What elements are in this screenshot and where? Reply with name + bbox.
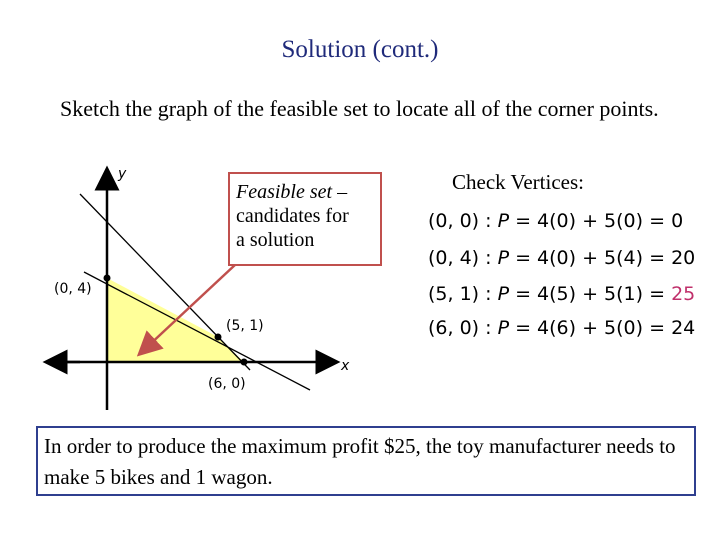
slide-title: Solution (cont.)	[281, 36, 439, 63]
vertex-variable: P	[497, 283, 510, 305]
vertex-variable: P	[497, 210, 510, 232]
callout-line-2: candidates for	[236, 205, 349, 227]
vertex-point: (6, 0)	[428, 317, 480, 339]
vertex-point: (5, 1)	[428, 283, 480, 305]
check-vertices-title: Check Vertices:	[452, 170, 584, 194]
point-label-6-0: (6, 0)	[208, 376, 246, 392]
vertex-expression: 4(0) + 5(0) =	[537, 210, 666, 232]
vertex-expression: 4(5) + 5(1) =	[537, 283, 666, 305]
feasible-set-callout	[228, 172, 382, 266]
vertex-variable: P	[497, 317, 510, 339]
vertex-variable: P	[497, 247, 510, 269]
point-label-0-4: (0, 4)	[54, 281, 92, 297]
vertex-expression: 4(6) + 5(0) =	[537, 317, 666, 339]
vertex-result: 20	[671, 247, 696, 269]
vertex-result: 0	[671, 210, 684, 232]
callout-title: Feasible set	[236, 181, 333, 203]
intro-text: Sketch the graph of the feasible set to locate all of the corner points.	[60, 96, 659, 121]
conclusion-box: In order to produce the maximum profit $25, the toy manufacturer needs to make 5 bikes and 1 wagon.	[36, 426, 696, 496]
x-axis-label: x	[341, 358, 350, 374]
callout-dash: –	[337, 181, 348, 203]
vertex-point: (0, 0)	[428, 210, 480, 232]
vertex-row: (6, 0) : P = 4(6) + 5(0) = 24	[428, 317, 696, 339]
vertex-expression: 4(0) + 5(4) =	[537, 247, 666, 269]
vertex-point: (0, 4)	[428, 247, 480, 269]
vertex-row: (0, 4) : P = 4(0) + 5(4) = 20	[428, 247, 696, 269]
corner-point-0-4	[104, 275, 111, 282]
corner-point-5-1	[215, 334, 222, 341]
vertex-row: (0, 0) : P = 4(0) + 5(0) = 0	[428, 210, 684, 232]
vertex-row: (5, 1) : P = 4(5) + 5(1) = 25	[428, 283, 696, 305]
vertex-result: 24	[671, 317, 696, 339]
corner-point-6-0	[241, 359, 248, 366]
vertex-result-max: 25	[671, 283, 696, 305]
y-axis-label: y	[118, 166, 127, 182]
callout-line-3: a solution	[236, 229, 315, 251]
point-label-5-1: (5, 1)	[226, 318, 264, 334]
